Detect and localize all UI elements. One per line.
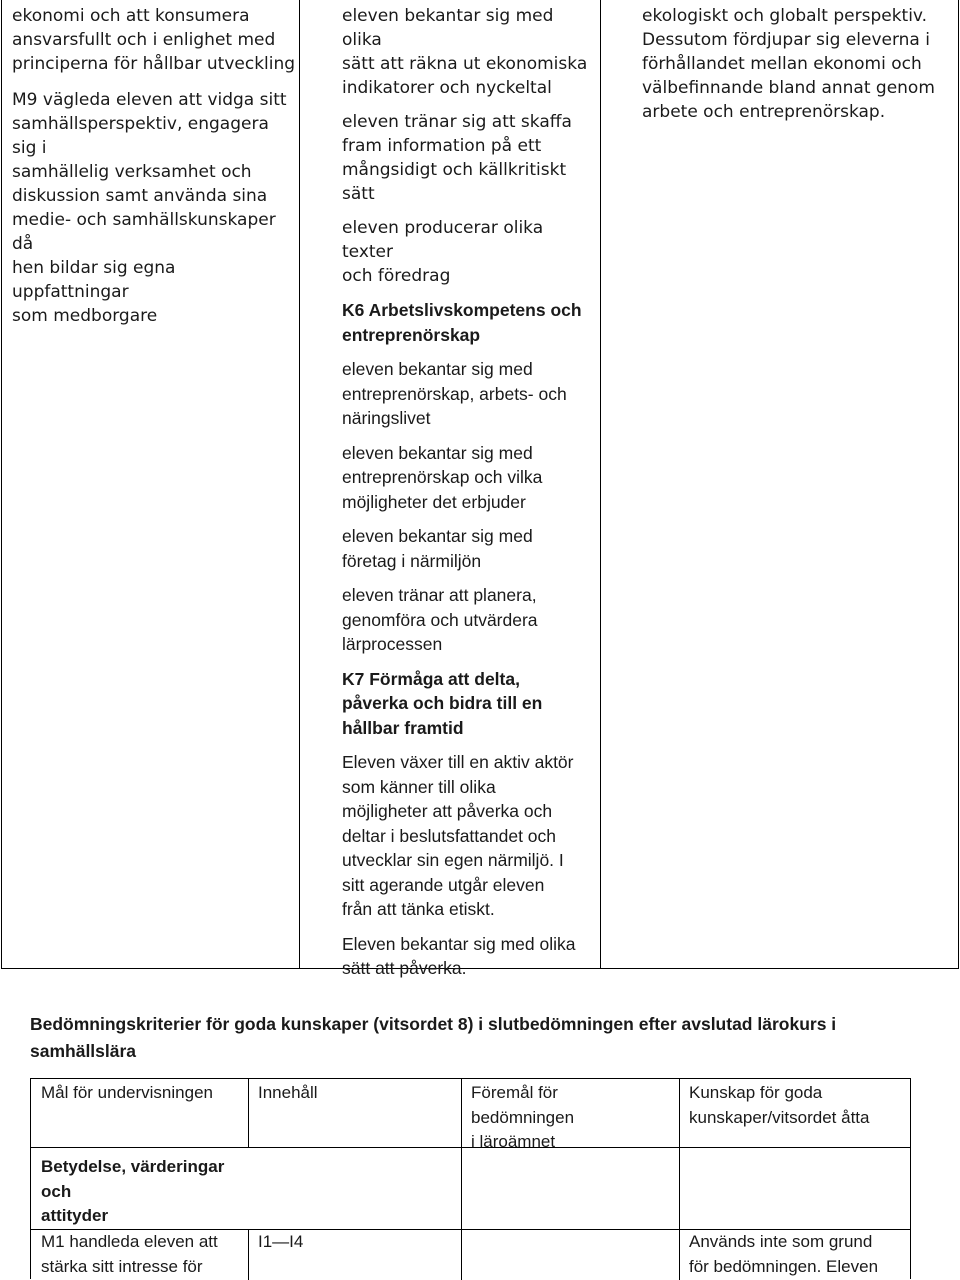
column-divider	[248, 1229, 249, 1280]
header-knowledge: Kunskap för goda kunskaper/vitsordet åtta	[689, 1083, 870, 1127]
column-divider	[248, 1079, 249, 1147]
k6-heading: K6 Arbetslivskompetens och entreprenörskap	[342, 300, 582, 345]
column-divider	[299, 0, 300, 969]
goal-m1: M1 handleda eleven att stärka sitt intresse för	[41, 1232, 218, 1276]
criteria-heading: Bedömningskriterier för goda kunskaper (vitsordet 8) i slutbedömningen efter avslutad lärokurs i samhällslära	[30, 1014, 837, 1061]
header-goal: Mål för undervisningen	[41, 1083, 213, 1102]
header-object: Föremål för bedömningen i läroämnet	[471, 1083, 575, 1151]
content-item: eleven producerar olika texter och föredrag	[342, 218, 544, 286]
content-item: eleven bekantar sig med företag i närmiljön	[342, 526, 533, 571]
knowledge-text: Används inte som grund för bedömningen. Eleven	[689, 1232, 879, 1276]
content-item: Eleven växer till en aktiv aktör som känner till olika möjligheter att påverka och deltar i beslutsfattandet och utvecklar sin egen närmiljö. I sitt agerande utgår eleven från att tänka etiskt.	[342, 752, 574, 919]
content-item: Eleven bekantar sig med olika sätt att påverka.	[342, 933, 576, 978]
content-item: eleven bekantar sig med entreprenörskap, arbets- och näringslivet	[342, 359, 567, 428]
assessment-text: ekologiskt och globalt perspektiv. Dessutom fördjupar sig eleverna i förhållandet mellan ekonomi och välbefinnande bland annat genom arbete och entreprenörskap.	[642, 6, 935, 122]
content-item: eleven tränar sig att skaffa fram information på ett mångsidigt och källkritiskt sätt	[342, 112, 572, 204]
curriculum-table	[1, 0, 959, 978]
content-item: eleven bekantar sig med olika sätt att räkna ut ekonomiska indikatorer och nyckeltal	[342, 6, 588, 98]
content-item: eleven tränar att planera, genomföra och utvärdera lärprocessen	[342, 585, 538, 654]
content-column	[342, 4, 597, 991]
goal-text: ekonomi och att konsumera ansvarsfullt och i enlighet med principerna för hållbar utveckling	[12, 6, 296, 74]
content-ref: I1—I4	[258, 1232, 304, 1251]
criteria-table	[30, 1078, 911, 1279]
header-content: Innehåll	[258, 1083, 318, 1102]
goals-column	[12, 4, 297, 340]
assessment-column	[642, 4, 957, 136]
section-label: Betydelse, värderingar och attityder	[41, 1157, 225, 1225]
content-item: eleven bekantar sig med entreprenörskap och vilka möjligheter det erbjuder	[342, 442, 543, 512]
column-divider	[679, 1079, 680, 1280]
k7-heading: K7 Förmåga att delta, påverka och bidra till en hållbar framtid	[342, 668, 543, 738]
column-divider	[461, 1079, 462, 1280]
goal-m9-text: M9 vägleda eleven att vidga sitt samhällsperspektiv, engagera sig i samhällelig verksamhet och diskussion samt använda sina medie- och samhällskunskaper då hen bildar sig egna uppfattningar som medborgare	[12, 90, 287, 326]
column-divider	[600, 0, 601, 969]
